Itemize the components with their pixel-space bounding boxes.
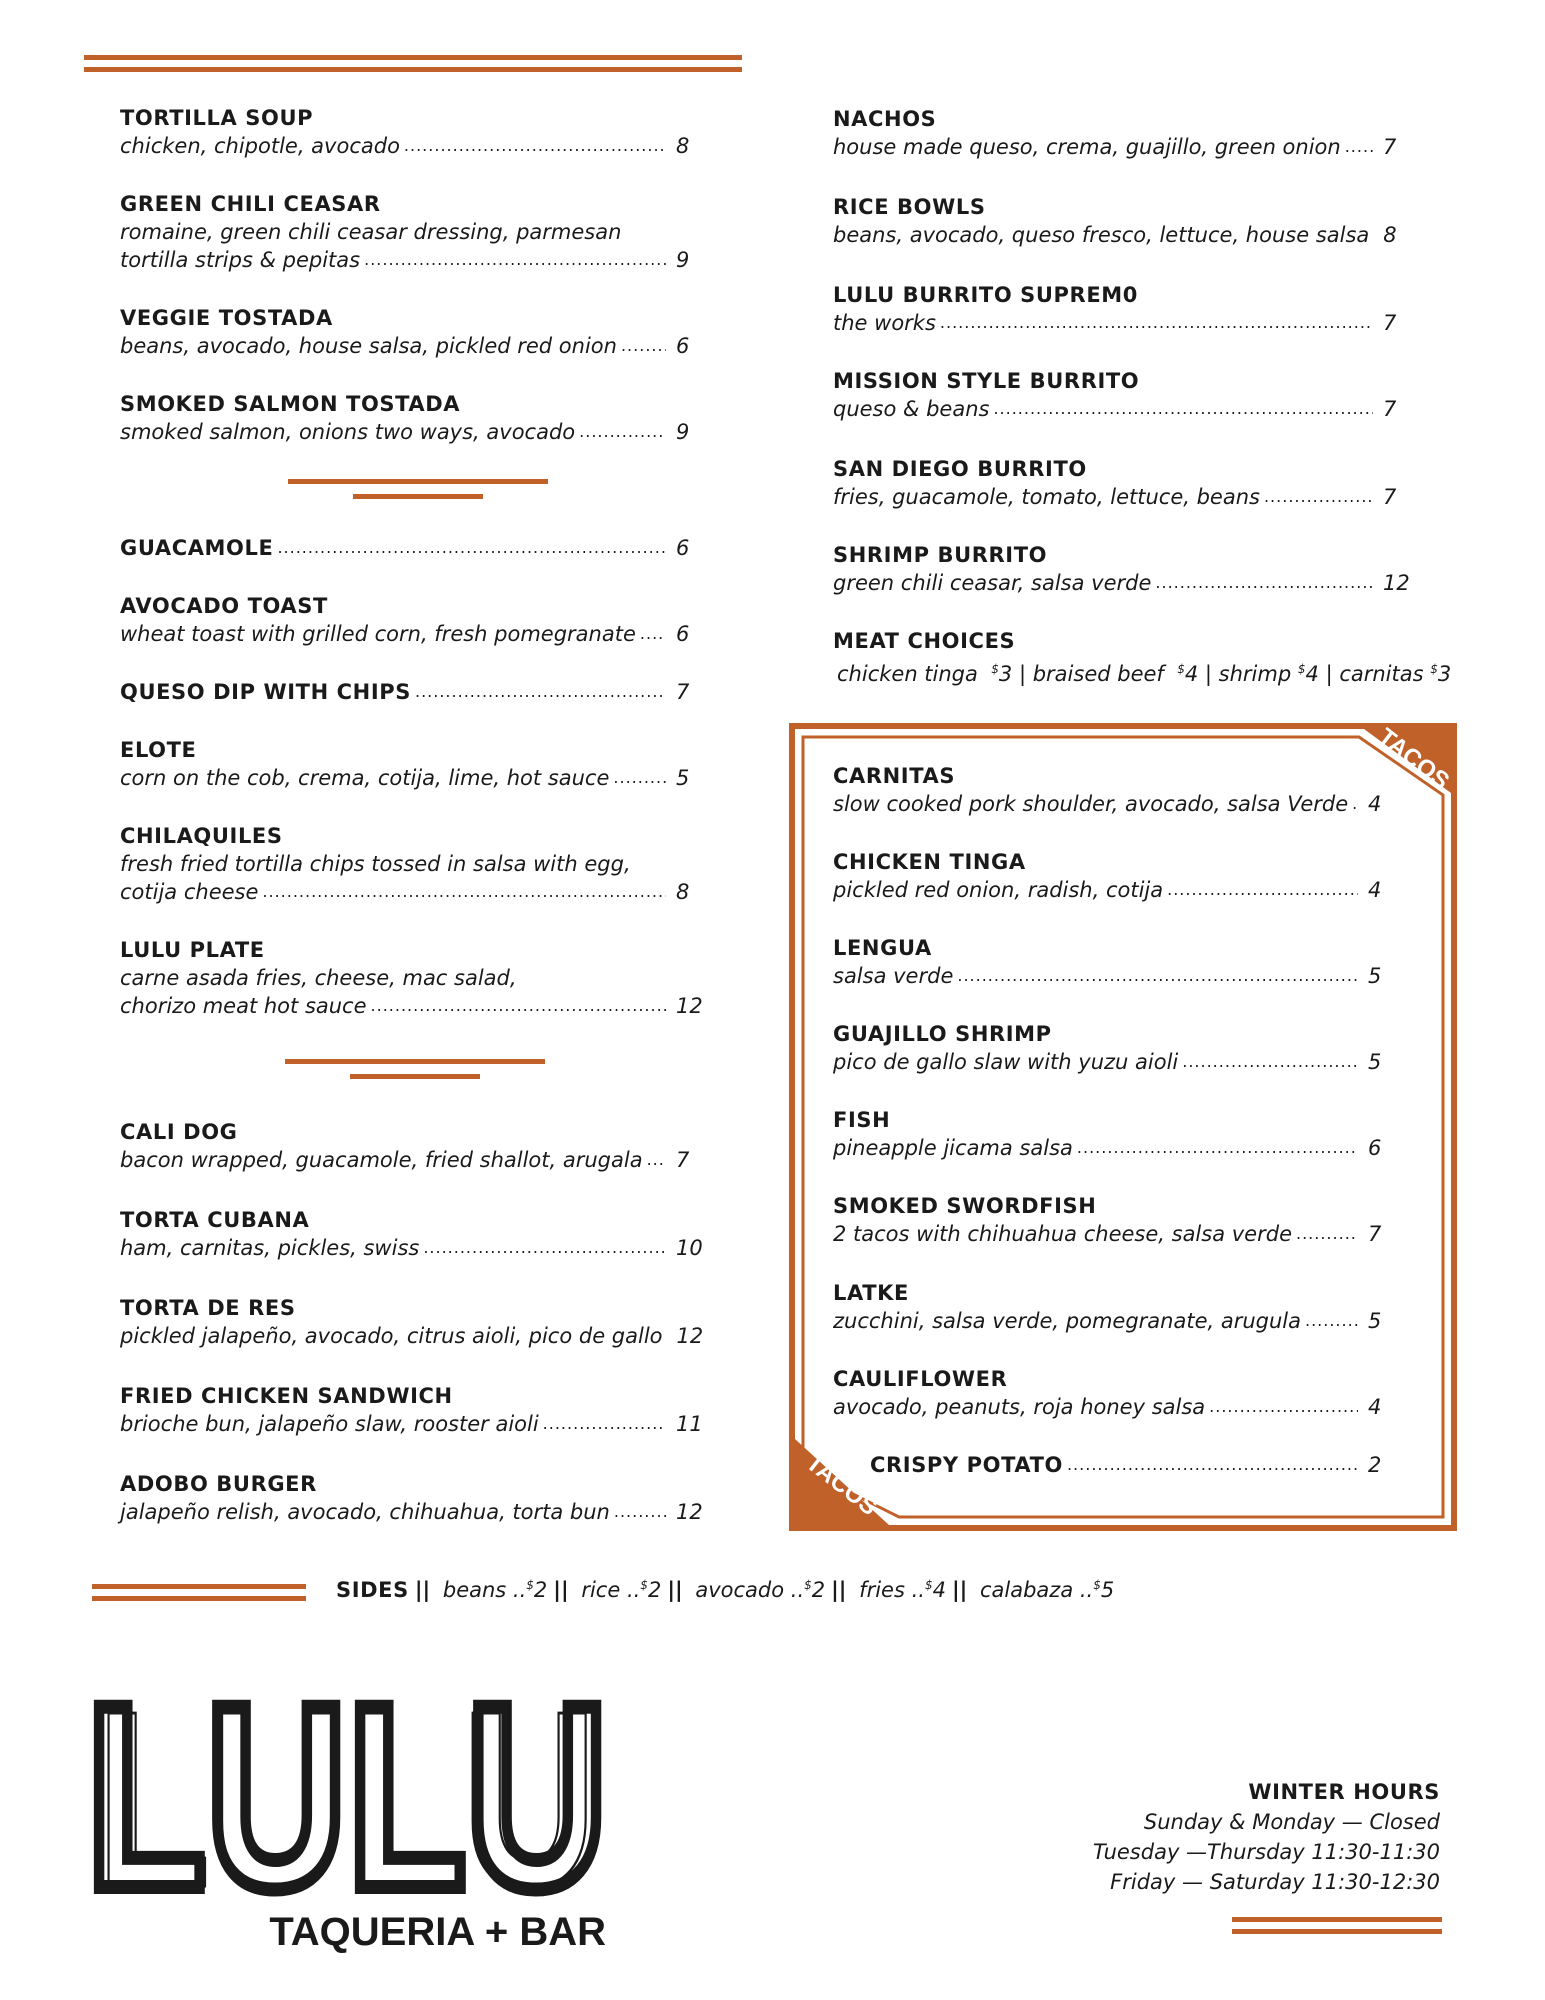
side-name: fries [859,1578,905,1602]
item-desc: cotija cheese [120,880,259,904]
hours-title: WINTER HOURS [1248,1780,1440,1804]
currency: $ [526,1578,534,1592]
leader-dots [1345,133,1373,161]
item-price: 12 [676,994,703,1018]
item-price: 5 [1368,1309,1382,1333]
item-line [120,878,706,906]
taco-item [870,1451,1398,1479]
leader-dots [1352,790,1358,818]
leader-dots [1264,483,1373,511]
side-name: beans [442,1578,507,1602]
item-name: VEGGIE TOSTADA [120,306,333,330]
item-name: GREEN CHILI CEASAR [120,192,381,216]
taco-item [833,1365,1398,1421]
item-desc: house made queso, crema, guajillo, green onion [833,135,1341,159]
item-line [120,1322,706,1350]
item-price: 8 [676,880,690,904]
item-name: FISH [833,1108,891,1132]
meat-price: 4 [1184,662,1199,686]
leader-dots [1155,569,1373,597]
item-name: RICE BOWLS [833,195,986,219]
menu-item [833,367,1413,423]
item-line [120,1410,706,1438]
item-name: CARNITAS [833,764,956,788]
item-line [120,1498,706,1526]
item-desc: romaine, green chili ceasar dressing, parmesan [120,220,622,244]
item-line [120,132,706,160]
hours-rule-2 [1232,1929,1442,1934]
item-line [120,534,706,562]
leader-dots [614,1498,666,1526]
tacos-label-bottom: TACOS [800,1449,883,1522]
item-price: 6 [676,334,690,358]
sides-rule-2 [92,1596,306,1601]
item-price: 4 [1368,1395,1382,1419]
logo-word-inner: LULU [96,1663,598,1941]
item-desc: carne asada fries, cheese, mac salad, [120,966,517,990]
currency: $ [924,1578,933,1592]
leader-dots [1209,1393,1358,1421]
top-rule-2 [84,67,742,72]
leader-dots [1167,876,1358,904]
tacos-box [789,723,1457,1531]
taco-item [833,762,1398,818]
item-desc: salsa verde [833,964,954,988]
item-price: 7 [1368,1222,1382,1246]
item-name: TORTA DE RES [120,1296,296,1320]
taco-item [833,934,1398,990]
leader-dots [262,878,666,906]
item-line [833,1134,1398,1162]
currency: $ [1297,662,1306,676]
leader-dots [640,620,666,648]
side-name: calabaza [979,1578,1074,1602]
item-name: SMOKED SWORDFISH [833,1194,1097,1218]
menu-item [120,1118,706,1174]
item-line [120,620,706,648]
item-desc: chorizo meat hot sauce [120,994,367,1018]
item-name: SMOKED SALMON TOSTADA [120,392,461,416]
item-desc: green chili ceasar, salsa verde [833,571,1152,595]
currency: $ [804,1578,812,1592]
menu-item [833,193,1413,249]
taco-item [833,1192,1398,1248]
menu-item [120,190,706,274]
item-desc: corn on the cob, crema, cotija, lime, hot sauce [120,766,610,790]
item-name: CHICKEN TINGA [833,850,1026,874]
item-desc: tortilla strips & pepitas [120,248,361,272]
leader-dots [364,246,666,274]
leader-dots [579,418,666,446]
side-item: avocado ..$2 [695,1578,826,1602]
menu-item [833,105,1413,161]
hours-rule-1 [1232,1917,1442,1922]
menu-item [120,1206,706,1262]
side-price: 5 [1100,1578,1115,1602]
meat-option: braised beef [1032,662,1164,686]
tacos-list [833,762,1398,1522]
item-price: 6 [676,622,690,646]
item-price: 2 [1368,1453,1382,1477]
item-desc: pico de gallo slaw with yuzu aioli [833,1050,1179,1074]
item-name: LATKE [833,1281,909,1305]
currency: $ [991,662,999,676]
item-price: 5 [676,766,690,790]
left-column [120,104,706,1534]
item-desc: bacon wrapped, guacamole, fried shallot, arugala [120,1148,643,1172]
item-name: NACHOS [833,107,937,131]
hours-line: Friday — Saturday 11:30-12:30 [1110,1870,1440,1894]
meat-option: carnitas [1339,662,1424,686]
item-line [833,309,1413,337]
logo-word: LULU [86,1663,608,1943]
meat-price: 3 [1437,662,1452,686]
leader-dots [1296,1220,1358,1248]
item-desc: fresh fried tortilla chips tossed in salsa with egg, [120,852,631,876]
hours-line: Tuesday —Thursday 11:30-11:30 [1092,1840,1440,1864]
side-item: calabaza ..$5 [979,1578,1115,1602]
leader-dots [957,962,1358,990]
leader-dots [415,678,666,706]
item-price: 8 [676,134,690,158]
side-price: 2 [647,1578,662,1602]
item-line [833,133,1413,161]
item-desc: 2 tacos with chihuahua cheese, salsa verde [833,1222,1292,1246]
side-item: beans ..$2 [442,1578,548,1602]
item-desc: beans, avocado, house salsa, pickled red onion [120,334,617,358]
item-line [120,1146,706,1174]
menu-item [120,678,706,706]
logo [86,1663,616,1963]
item-name: CAULIFLOWER [833,1367,1008,1391]
item-price: 5 [1368,1050,1382,1074]
sides-line: SIDES || beans ..$2 || rice ..$2 || avocado ..$2 || fries ..$4 || calabaza ..$5 [336,1578,1115,1602]
menu-item [120,304,706,360]
item-price: 7 [1383,397,1397,421]
item-desc: the works [833,311,936,335]
leader-dots [647,1146,666,1174]
leader-dots [613,764,666,792]
item-name: SAN DIEGO BURRITO [833,457,1087,481]
leader-dots [404,132,666,160]
currency: $ [1430,662,1438,676]
item-name: QUESO DIP WITH CHIPS [120,680,411,704]
item-name: ELOTE [120,738,197,762]
menu-item [120,390,706,446]
item-name: CALI DOG [120,1120,238,1144]
item-line [833,1307,1398,1335]
item-price: 7 [1383,485,1397,509]
item-name: LULU BURRITO SUPREM0 [833,283,1138,307]
item-desc: slow cooked pork shoulder, avocado, salsa Verde [833,792,1349,816]
sides-title: SIDES [336,1578,409,1602]
right-column [833,105,1452,686]
leader-dots [1077,1134,1358,1162]
side-price: 2 [811,1578,826,1602]
item-desc: pineapple jicama salsa [833,1136,1073,1160]
top-rule-1 [84,55,742,60]
item-name: ADOBO BURGER [120,1472,317,1496]
side-item: fries ..$4 [859,1578,946,1602]
item-name: GUACAMOLE [120,536,274,560]
item-desc: smoked salmon, onions two ways, avocado [120,420,576,444]
item-desc: avocado, peanuts, roja honey salsa [833,1395,1206,1419]
item-desc: queso & beans [833,397,990,421]
tacos-label-top: TACOS [1372,723,1455,796]
item-name: AVOCADO TOAST [120,594,328,618]
item-line [120,764,706,792]
item-name: MISSION STYLE BURRITO [833,369,1140,393]
side-price: 2 [533,1578,548,1602]
item-price: 12 [676,1324,704,1348]
menu-item [120,104,706,160]
side-name: rice [581,1578,621,1602]
taco-item [833,1279,1398,1335]
item-price: 8 [1383,223,1397,247]
item-line [120,332,706,360]
item-name: CHILAQUILES [120,824,283,848]
item-line [833,1393,1398,1421]
meat-price: 3 [998,662,1013,686]
item-desc: pickled jalapeño, avocado, citrus aioli, pico de gallo [120,1324,663,1348]
item-price: 12 [676,1500,703,1524]
item-line [833,569,1413,597]
item-line [833,790,1398,818]
taco-item [833,1106,1398,1162]
taco-item [833,848,1398,904]
item-desc: zucchini, salsa verde, pomegranate, arugula [833,1309,1301,1333]
item-name: SHRIMP BURRITO [833,543,1048,567]
item-price: 4 [1368,878,1382,902]
item-price: 5 [1368,964,1382,988]
leader-dots [1067,1451,1358,1479]
item-price: 6 [1368,1136,1382,1160]
meat-choices-title: MEAT CHOICES [833,629,1016,653]
item-name: LULU PLATE [120,938,265,962]
item-line [833,221,1413,249]
menu-item [833,281,1413,337]
menu-item [120,736,706,792]
side-name: avocado [695,1578,785,1602]
item-desc: beans, avocado, queso fresco, lettuce, house salsa [833,223,1370,247]
menu-item [120,534,706,562]
item-line [120,418,706,446]
menu-item [833,541,1413,597]
leader-dots [371,992,666,1020]
leader-dots [1305,1307,1358,1335]
item-price: 4 [1368,792,1382,816]
item-line [833,395,1413,423]
item-desc: pickled red onion, radish, cotija [833,878,1164,902]
item-price: 10 [676,1236,703,1260]
item-desc: jalapeño relish, avocado, chihuahua, torta bun [120,1500,610,1524]
item-price: 7 [676,680,690,704]
winter-hours [1093,1777,1440,1897]
meat-option: chicken tinga [837,662,978,686]
item-desc: brioche bun, jalapeño slaw, rooster aioli [120,1412,539,1436]
item-line [833,962,1398,990]
meat-choices-line: chicken tinga $3 | braised beef $4 | shrimp $4 | carnitas $3 [837,662,1452,686]
item-price: 6 [676,536,690,560]
item-name: GUAJILLO SHRIMP [833,1022,1052,1046]
leader-dots [1182,1048,1358,1076]
currency: $ [640,1578,648,1592]
item-line [120,1234,706,1262]
logo-wordmark [86,1663,616,1963]
item-price: 11 [676,1412,703,1436]
item-line [833,1048,1398,1076]
logo-tagline: TAQUERIA + BAR [269,1910,606,1954]
item-line [870,1451,1398,1479]
item-price: 7 [676,1148,690,1172]
item-name: TORTA CUBANA [120,1208,310,1232]
menu-item [120,1470,706,1526]
item-line [120,992,706,1020]
item-name: TORTILLA SOUP [120,106,314,130]
meat-choices [833,627,1452,688]
item-line [833,1220,1398,1248]
menu-item [120,936,706,1020]
hours-line: Sunday & Monday — Closed [1143,1810,1440,1834]
leader-dots [621,332,666,360]
leader-dots [423,1234,666,1262]
currency: $ [1177,662,1185,676]
item-price: 7 [1383,311,1397,335]
item-name: LENGUA [833,936,932,960]
currency: $ [1093,1578,1101,1592]
side-item: rice ..$2 [581,1578,662,1602]
item-price: 9 [676,248,690,272]
menu-item [120,592,706,648]
menu-item [833,455,1413,511]
menu-item [120,1382,706,1438]
menu-item [120,1294,706,1350]
item-price: 12 [1383,571,1410,595]
leader-dots [993,395,1373,423]
leader-dots [940,309,1373,337]
item-price: 9 [676,420,690,444]
item-line [120,678,706,706]
item-desc: ham, carnitas, pickles, swiss [120,1236,420,1260]
menu-item [120,822,706,906]
item-desc: wheat toast with grilled corn, fresh pomegranate [120,622,636,646]
item-desc: fries, guacamole, tomato, lettuce, beans [833,485,1260,509]
item-line [833,876,1398,904]
item-name: CRISPY POTATO [870,1453,1063,1477]
item-line [833,483,1413,511]
leader-dots [277,534,666,562]
leader-dots [543,1410,666,1438]
item-line [120,246,706,274]
taco-item [833,1020,1398,1076]
meat-option: shrimp [1218,662,1292,686]
sides-rule-1 [92,1584,306,1589]
item-name: FRIED CHICKEN SANDWICH [120,1384,453,1408]
side-price: 4 [932,1578,946,1602]
item-price: 7 [1383,135,1397,159]
item-desc: chicken, chipotle, avocado [120,134,400,158]
meat-price: 4 [1305,662,1319,686]
